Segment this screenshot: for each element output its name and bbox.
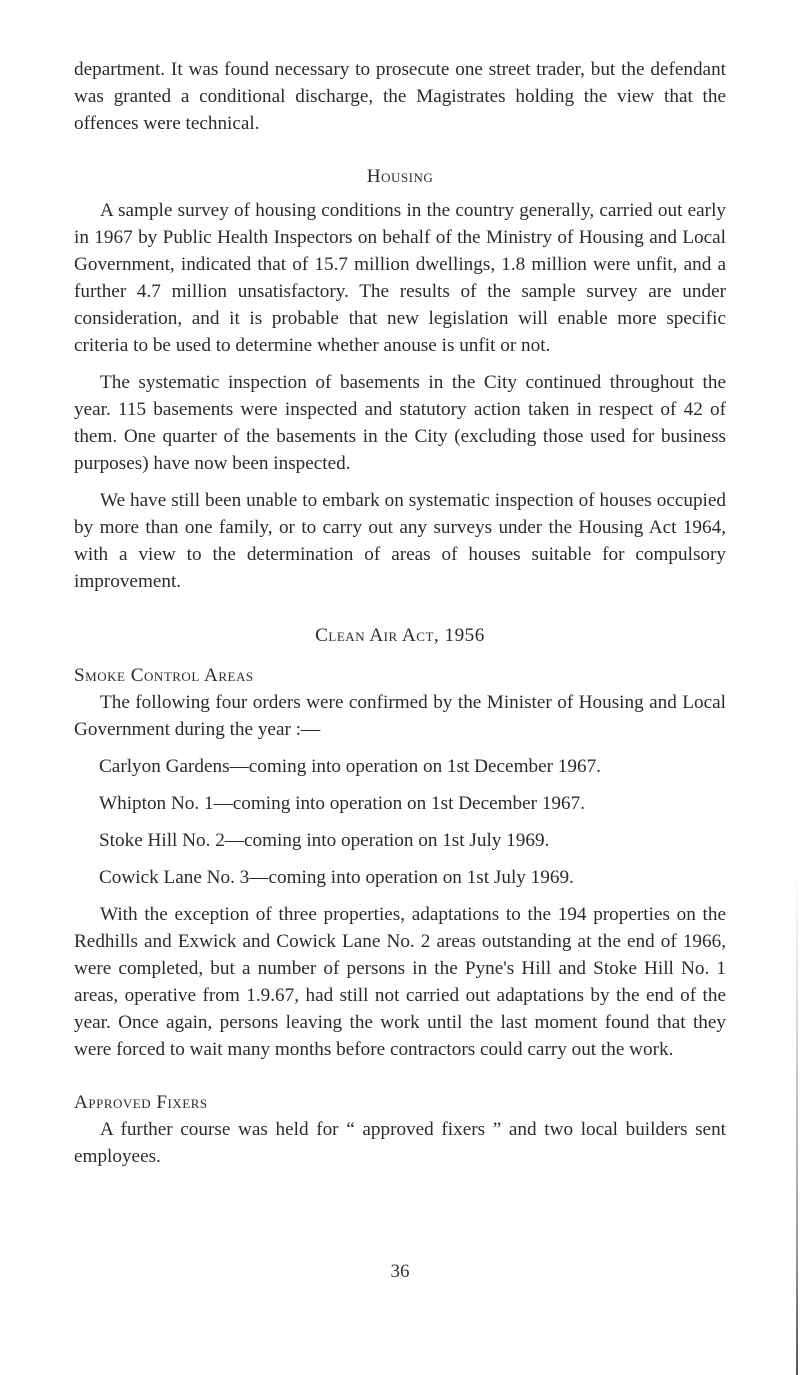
approved-fixers-heading: Approved Fixers: [74, 1092, 208, 1113]
page-number: 36: [390, 1261, 410, 1282]
list-item: Cowick Lane No. 3—coming into operation on 1st July 1969.: [99, 867, 574, 888]
orders-intro: The following four orders were confirmed by the Minister of Housing and Local Government during the year :—: [74, 692, 726, 740]
page-body: [74, 56, 726, 1170]
clean-air-heading: Clean Air Act, 1956: [315, 625, 485, 646]
approved-fixers-paragraph: A further course was held for “ approved fixers ” and two local builders sent employees.: [74, 1119, 726, 1167]
housing-paragraph-multi-occupation: We have still been unable to embark on systematic inspection of houses occupied by more than one family, or to carry out any surveys under the Housing Act 1964, with a view to the determination of areas of houses suitable for compulsory improvement.: [74, 490, 726, 592]
intro-paragraph: department. It was found necessary to prosecute one street trader, but the defendant was granted a conditional discharge, the Magistrates holding the view that the offences were technical.: [74, 59, 726, 134]
list-item: Stoke Hill No. 2—coming into operation on 1st July 1969.: [99, 830, 550, 851]
housing-heading: Housing: [366, 166, 434, 187]
smoke-control-heading: Smoke Control Areas: [74, 665, 254, 686]
list-item: Whipton No. 1—coming into operation on 1st December 1967.: [99, 793, 585, 814]
orders-list: [74, 753, 726, 891]
housing-paragraph-survey: A sample survey of housing conditions in the country generally, carried out early in 1967 by Public Health Inspectors on behalf of the Ministry of Housing and Local Government, indicated that of 15.7 million dwellings, 1.8 million were unfit, and a further 4.7 million unsatisfactory. The results of the sample survey are under consideration, and it is probable that new legislation will enable more specific criteria to be used to determine whether anouse is unfit or not.: [74, 200, 726, 356]
page-edge-shadow: [796, 870, 798, 1375]
list-item: Carlyon Gardens—coming into operation on 1st December 1967.: [99, 756, 601, 777]
adaptations-paragraph: With the exception of three properties, adaptations to the 194 properties on the Redhills and Exwick and Cowick Lane No. 2 areas outstanding at the end of 1966, were completed, but a number of persons in the Pyne's Hill and Stoke Hill No. 1 areas, operative from 1.9.67, had still not carried out adaptations by the end of the year. Once again, persons leaving the work until the last moment found that they were forced to wait many months before contractors could carry out the work.: [74, 904, 726, 1060]
housing-paragraph-basements: The systematic inspection of basements in the City continued throughout the year. 115 basements were inspected and statutory action taken in respect of 42 of them. One quarter of the basements in the City (excluding those used for business purposes) have now been inspected.: [74, 372, 726, 474]
